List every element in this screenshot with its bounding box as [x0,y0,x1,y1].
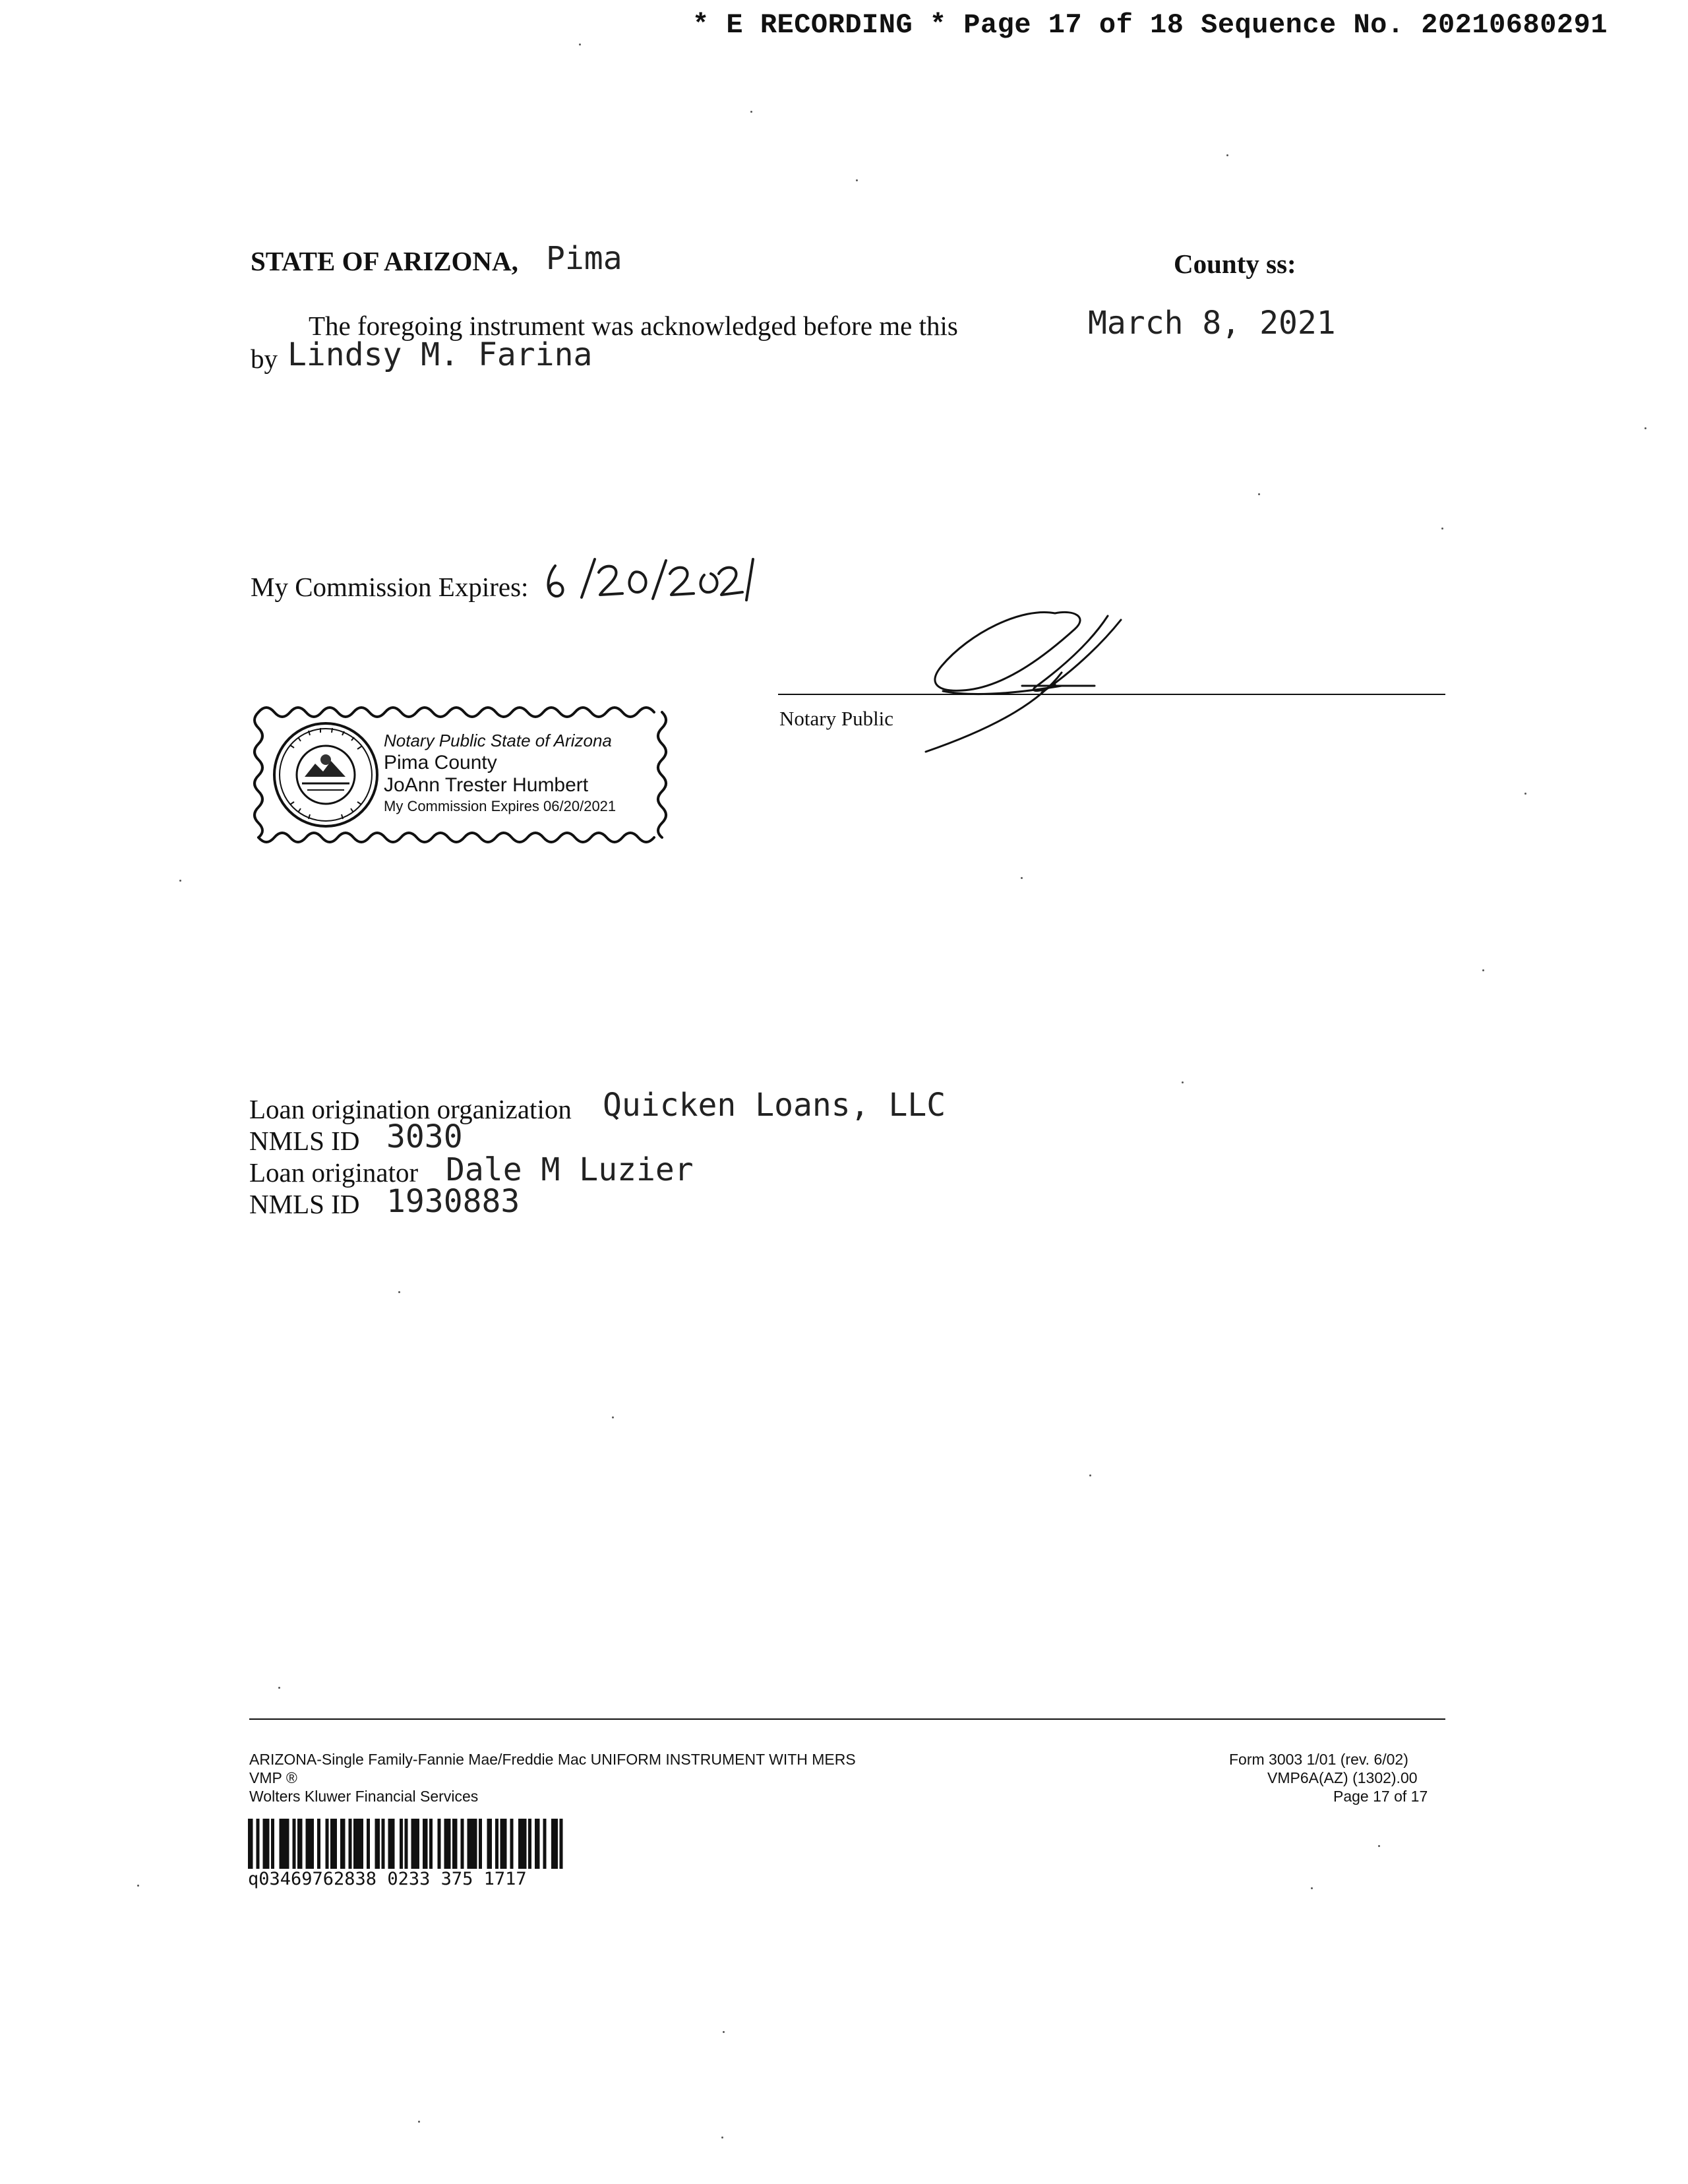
footer-rule [249,1718,1445,1720]
footer-vmp: VMP ® [249,1769,297,1786]
footer-form-code: VMP6A(AZ) (1302).00 [1267,1769,1418,1786]
loan-org-value: Quicken Loans, LLC [603,1087,946,1124]
recording-header: * E RECORDING * Page 17 of 18 Sequence No. 20210680291 [692,9,1608,41]
stamp-notary-name: JoAnn Trester Humbert [384,774,589,796]
org-nmls-value: 3030 [386,1118,463,1155]
notary-public-label: Notary Public [779,707,894,730]
commission-date-handwritten [542,546,760,612]
footer-form-number: Form 3003 1/01 (rev. 6/02) [1229,1751,1408,1768]
footer-form-title: ARIZONA-Single Family-Fannie Mae/Freddie Mac UNIFORM INSTRUMENT WITH MERS [249,1751,856,1768]
originator-value: Dale M Luzier [446,1151,694,1188]
originator-nmls-label: NMLS ID [249,1189,360,1219]
state-label: STATE OF ARIZONA, [251,246,518,276]
stamp-expires: My Commission Expires 06/20/2021 [384,798,617,814]
foregoing-text: The foregoing instrument was acknowledged before me this [309,311,958,341]
county-label: County ss: [1174,249,1296,279]
signer-name: Lindsy M. Farina [287,336,593,373]
barcode-text: q03469762838 0233 375 1717 [248,1869,527,1889]
state-seal-icon [274,723,377,826]
footer-page-number: Page 17 of 17 [1333,1788,1428,1805]
originator-label: Loan originator [249,1157,419,1188]
stamp-county: Pima County [384,752,497,774]
notary-signature [910,600,1160,758]
acknowledgment-date: March 8, 2021 [1088,305,1336,342]
loan-org-label: Loan origination organization [249,1094,572,1124]
commission-label: My Commission Expires: [251,572,529,602]
org-nmls-label: NMLS ID [249,1126,360,1156]
county-name: Pima [546,240,622,277]
footer-publisher: Wolters Kluwer Financial Services [249,1788,479,1805]
barcode [248,1819,713,1869]
by-label: by [251,344,278,374]
notary-stamp [252,699,674,849]
originator-nmls-value: 1930883 [386,1183,520,1220]
stamp-title: Notary Public State of Arizona [384,731,612,750]
